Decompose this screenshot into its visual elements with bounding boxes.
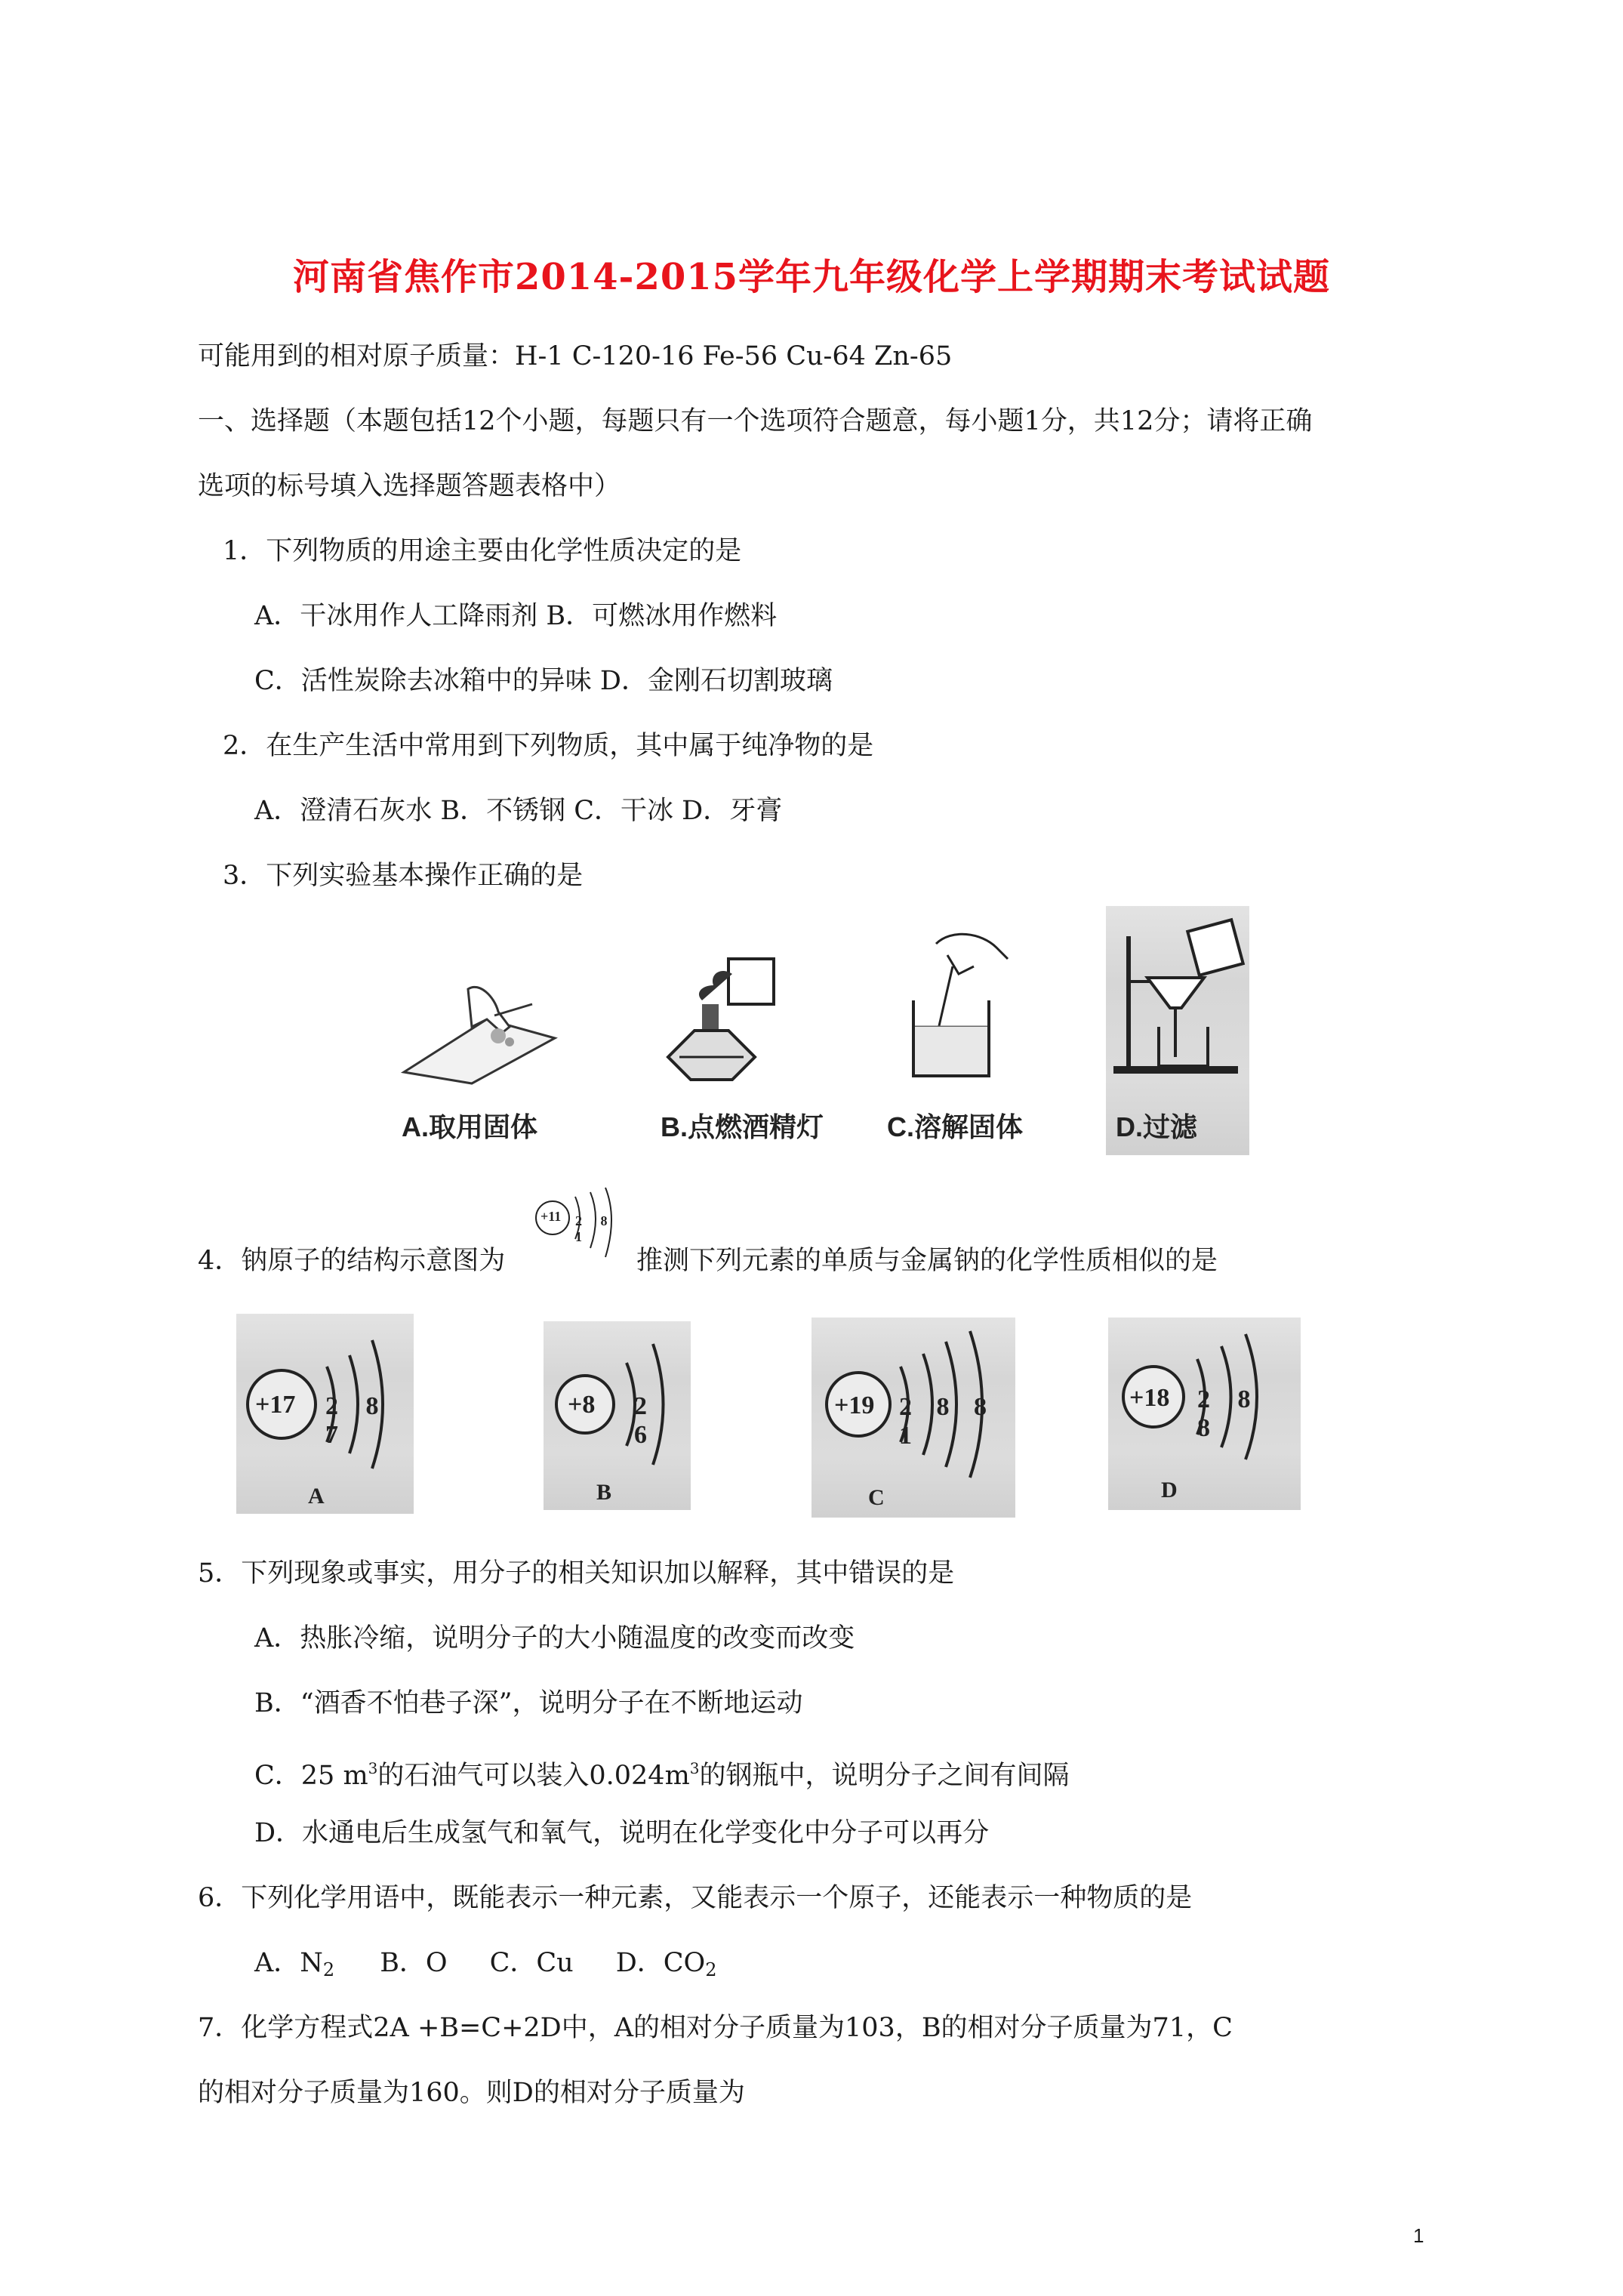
caption-c: C.溶解固体 <box>887 1111 1024 1142</box>
q1-options-cd: C．活性炭除去冰箱中的异味 D．金刚石切割玻璃 <box>254 666 833 696</box>
q5-stem: 5．下列现象或事实，用分子的相关知识加以解释，其中错误的是 <box>198 1558 955 1589</box>
q6-stem: 6．下列化学用语中，既能表示一种元素，又能表示一个原子，还能表示一种物质的是 <box>198 1883 1193 1913</box>
option-c-shells: 2 8 8 1 <box>899 1393 996 1450</box>
atomic-masses: 可能用到的相对原子质量：H-1 C-120-16 Fe-56 Cu-64 Zn-65 <box>198 341 953 371</box>
option-c-letter: C <box>868 1485 885 1510</box>
option-b-letter: B <box>596 1480 612 1505</box>
q1-options-ab: A．干冰用作人工降雨剂 B．可燃冰用作燃料 <box>254 601 778 631</box>
q4-option-c-diagram <box>812 1318 1015 1518</box>
q6-option-a: A．$N_2$ <box>254 1948 335 1980</box>
figure-b-alcohol-lamp <box>649 944 785 1087</box>
option-a-letter: A <box>308 1484 325 1509</box>
section-heading-cont: 选项的标号填入选择题答题表格中） <box>198 471 621 501</box>
q3-stem: 3．下列实验基本操作正确的是 <box>223 861 584 891</box>
option-d-shells: 2 8 8 <box>1197 1385 1261 1442</box>
q4-option-a-diagram <box>236 1314 414 1514</box>
q7-stem: 7．化学方程式2A +B=C+2D中，A的相对分子质量为103，B的相对分子质量为71，C <box>198 2013 1233 2043</box>
q5-option-d: D．水通电后生成氢气和氧气，说明在化学变化中分子可以再分 <box>254 1818 990 1848</box>
option-d-letter: D <box>1161 1478 1178 1502</box>
q5-option-b: B．“酒香不怕巷子深”，说明分子在不断地运动 <box>254 1688 803 1718</box>
q7-stem-cont: 的相对分子质量为160。则D的相对分子质量为 <box>198 2078 745 2108</box>
option-d-nucleus: +18 <box>1129 1384 1170 1412</box>
q6-options <box>254 1946 717 1986</box>
q2-options: A．澄清石灰水 B．不锈钢 C．干冰 D．牙膏 <box>254 796 783 826</box>
caption-a: A.取用固体 <box>402 1111 538 1142</box>
figure-c-dissolve <box>906 929 1019 1087</box>
q4-stem-before: 4．钠原子的结构示意图为 <box>198 1246 506 1276</box>
option-c-nucleus: +19 <box>834 1391 875 1419</box>
q6-option-b: B．O <box>380 1948 448 1978</box>
q2-stem: 2．在生产生活中常用到下列物质，其中属于纯净物的是 <box>223 731 874 761</box>
figure-a-take-solid <box>396 974 559 1087</box>
option-a-shells: 2 8 7 <box>325 1392 390 1449</box>
page-number: 1 <box>1413 2224 1424 2247</box>
sodium-atom-diagram <box>528 1182 627 1272</box>
q5-option-c: C．25 $m^3$的石油气可以装入$0.024m^3$的钢瓶中，说明分子之间有间隔 <box>254 1759 1070 1791</box>
sodium-nucleus: +11 <box>540 1209 562 1224</box>
q6-option-d: D．$CO_2$ <box>615 1948 717 1980</box>
section-heading: 一、选择题（本题包括12个小题，每题只有一个选项符合题意，每小题1分，共12分；请将正确 <box>198 406 1313 436</box>
sodium-shells: 2 8 1 <box>575 1213 615 1244</box>
option-b-shells: 2 6 <box>634 1392 661 1449</box>
q4-stem-after: 推测下列元素的单质与金属钠的化学性质相似的是 <box>636 1246 1218 1276</box>
q4-option-d-diagram <box>1108 1318 1301 1510</box>
option-a-nucleus: +17 <box>255 1391 296 1419</box>
q5-option-a: A．热胀冷缩，说明分子的大小随温度的改变而改变 <box>254 1623 855 1653</box>
q1-stem: 1．下列物质的用途主要由化学性质决定的是 <box>223 536 742 566</box>
caption-d: D.过滤 <box>1116 1111 1198 1142</box>
q6-option-c: C．Cu <box>489 1948 574 1978</box>
page-title: 河南省焦作市2014-2015学年九年级化学上学期期末考试试题 <box>292 256 1331 298</box>
caption-b: B.点燃酒精灯 <box>661 1111 824 1142</box>
option-b-nucleus: +8 <box>568 1391 596 1419</box>
q4-option-b-diagram <box>544 1321 691 1510</box>
